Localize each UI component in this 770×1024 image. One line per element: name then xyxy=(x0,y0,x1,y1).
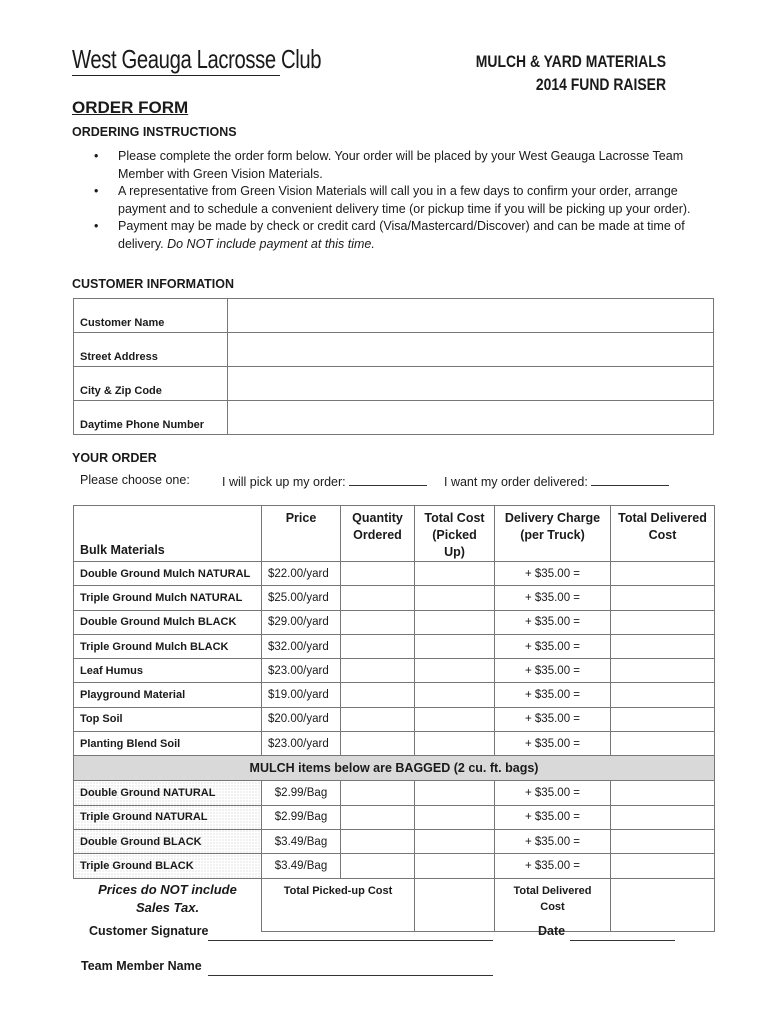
item-price: $29.00/yard xyxy=(262,610,341,634)
quantity-cell[interactable] xyxy=(341,829,415,853)
total-cost-cell[interactable] xyxy=(415,781,495,805)
bagged-section-heading xyxy=(74,756,715,781)
total-pickup-cell[interactable] xyxy=(415,878,495,931)
payment-note: Do NOT include payment at this time. xyxy=(167,236,375,251)
customer-row xyxy=(74,333,714,367)
table-row xyxy=(74,610,715,634)
pickup-label: I will pick up my order: xyxy=(222,475,346,489)
delivery-charge: + $35.00 = xyxy=(495,781,611,805)
item-name: Planting Blend Soil xyxy=(74,732,262,756)
table-row xyxy=(74,562,715,586)
item-name: Triple Ground BLACK xyxy=(74,854,262,878)
delivery-blank[interactable] xyxy=(591,473,669,486)
bullet-icon: • xyxy=(94,149,99,163)
city-zip-label: City & Zip Code xyxy=(74,367,228,401)
quantity-cell[interactable] xyxy=(341,854,415,878)
instructions-heading: ORDERING INSTRUCTIONS xyxy=(72,125,237,139)
choose-one-label: Please choose one: xyxy=(80,473,190,487)
price-header: Price xyxy=(262,506,341,562)
fundraiser-title-line1: MULCH & YARD MATERIALS xyxy=(475,52,666,71)
delivery-charge: + $35.00 = xyxy=(495,805,611,829)
table-row xyxy=(74,781,715,805)
total-delivered-cell[interactable] xyxy=(611,562,715,586)
item-name: Top Soil xyxy=(74,707,262,731)
item-name: Playground Material xyxy=(74,683,262,707)
table-row xyxy=(74,805,715,829)
delivery-charge-header: Delivery Charge (per Truck) xyxy=(495,506,611,562)
item-price: $3.49/Bag xyxy=(262,854,341,878)
total-delivered-label: Total Delivered Cost xyxy=(495,878,611,931)
item-price: $2.99/Bag xyxy=(262,805,341,829)
item-name: Triple Ground Mulch NATURAL xyxy=(74,586,262,610)
total-delivered-cell[interactable] xyxy=(611,805,715,829)
quantity-cell[interactable] xyxy=(341,732,415,756)
quantity-cell[interactable] xyxy=(341,781,415,805)
item-name: Leaf Humus xyxy=(74,659,262,683)
quantity-cell[interactable] xyxy=(341,562,415,586)
club-name: West Geauga Lacrosse Club xyxy=(72,44,322,74)
instruction-item: • Payment may be made by check or credit card (Visa/Mastercard/Discover) and can be made at time of delivery. Do NOT include payment at this time. xyxy=(94,219,685,251)
delivery-charge: + $35.00 = xyxy=(495,586,611,610)
customer-signature-line[interactable] xyxy=(208,940,493,941)
table-row xyxy=(74,683,715,707)
order-table xyxy=(73,505,715,932)
item-price: $3.49/Bag xyxy=(262,829,341,853)
total-delivered-cell[interactable] xyxy=(611,707,715,731)
street-address-label: Street Address xyxy=(74,333,228,367)
total-delivered-cell[interactable] xyxy=(611,659,715,683)
total-cost-cell[interactable] xyxy=(415,707,495,731)
delivery-charge: + $35.00 = xyxy=(495,707,611,731)
order-table-header xyxy=(74,506,715,562)
item-name: Double Ground Mulch NATURAL xyxy=(74,562,262,586)
customer-info-table xyxy=(73,298,714,435)
item-name: Triple Ground Mulch BLACK xyxy=(74,634,262,658)
city-zip-field[interactable] xyxy=(228,367,714,401)
pickup-option xyxy=(222,473,427,489)
total-cost-cell[interactable] xyxy=(415,829,495,853)
bullet-icon: • xyxy=(94,219,99,233)
customer-info-heading: CUSTOMER INFORMATION xyxy=(72,277,235,291)
quantity-cell[interactable] xyxy=(341,707,415,731)
delivery-charge: + $35.00 = xyxy=(495,732,611,756)
phone-label: Daytime Phone Number xyxy=(74,401,228,435)
delivery-charge: + $35.00 = xyxy=(495,610,611,634)
total-delivered-cell[interactable] xyxy=(611,586,715,610)
item-name: Double Ground BLACK xyxy=(74,829,262,853)
total-cost-cell[interactable] xyxy=(415,634,495,658)
item-price: $2.99/Bag xyxy=(262,781,341,805)
total-delivered-cell[interactable] xyxy=(611,732,715,756)
club-name-underline xyxy=(72,75,280,76)
table-row xyxy=(74,586,715,610)
total-delivered-header: Total Delivered Cost xyxy=(611,506,715,562)
customer-row xyxy=(74,401,714,435)
fundraiser-title-line2: 2014 FUND RAISER xyxy=(535,75,666,94)
instruction-item: • Please complete the order form below. Your order will be placed by your West Geauga Lacrosse Team Member with Green Vision Materials. xyxy=(94,149,684,181)
instruction-item: • A representative from Green Vision Materials will call you in a few days to confirm your order, arrange payment and to schedule a convenient delivery time (or pickup time if you will be picking up your order). xyxy=(94,184,691,216)
instructions-list xyxy=(94,148,714,253)
total-delivered-cell[interactable] xyxy=(611,634,715,658)
total-delivered-cell[interactable] xyxy=(611,878,715,931)
total-delivered-cell[interactable] xyxy=(611,683,715,707)
total-cost-cell[interactable] xyxy=(415,562,495,586)
item-price: $23.00/yard xyxy=(262,659,341,683)
quantity-cell[interactable] xyxy=(341,610,415,634)
delivery-charge: + $35.00 = xyxy=(495,829,611,853)
item-price: $22.00/yard xyxy=(262,562,341,586)
total-delivered-cell[interactable] xyxy=(611,781,715,805)
delivery-option xyxy=(444,473,669,489)
table-row xyxy=(74,634,715,658)
delivery-charge: + $35.00 = xyxy=(495,683,611,707)
customer-name-field[interactable] xyxy=(228,299,714,333)
total-cost-cell[interactable] xyxy=(415,732,495,756)
item-name: Triple Ground NATURAL xyxy=(74,805,262,829)
total-delivered-cell[interactable] xyxy=(611,829,715,853)
delivery-label: I want my order delivered: xyxy=(444,475,588,489)
total-delivered-cell[interactable] xyxy=(611,610,715,634)
table-row xyxy=(74,829,715,853)
item-price: $20.00/yard xyxy=(262,707,341,731)
bagged-heading-text: MULCH items below are BAGGED (2 cu. ft. bags) xyxy=(74,756,715,781)
quantity-cell[interactable] xyxy=(341,659,415,683)
total-cost-cell[interactable] xyxy=(415,586,495,610)
total-cost-cell[interactable] xyxy=(415,610,495,634)
form-title: ORDER FORM xyxy=(72,98,189,117)
total-pickup-label: Total Picked-up Cost xyxy=(262,878,415,931)
customer-name-label: Customer Name xyxy=(74,299,228,333)
phone-field[interactable] xyxy=(228,401,714,435)
sales-tax-note: Prices do NOT include Sales Tax. xyxy=(74,878,262,931)
total-cost-cell[interactable] xyxy=(415,683,495,707)
date-label: Date xyxy=(538,924,566,938)
team-member-line[interactable] xyxy=(208,975,493,976)
item-price: $25.00/yard xyxy=(262,586,341,610)
total-cost-cell[interactable] xyxy=(415,854,495,878)
quantity-cell[interactable] xyxy=(341,634,415,658)
item-price: $19.00/yard xyxy=(262,683,341,707)
fundraiser-title xyxy=(476,50,666,96)
total-delivered-cell[interactable] xyxy=(611,854,715,878)
table-row xyxy=(74,732,715,756)
total-cost-cell[interactable] xyxy=(415,659,495,683)
table-row xyxy=(74,659,715,683)
quantity-cell[interactable] xyxy=(341,805,415,829)
total-cost-cell[interactable] xyxy=(415,805,495,829)
item-name: Double Ground NATURAL xyxy=(74,781,262,805)
table-row xyxy=(74,854,715,878)
bulk-materials-header: Bulk Materials xyxy=(74,506,262,562)
quantity-cell[interactable] xyxy=(341,586,415,610)
item-price: $23.00/yard xyxy=(262,732,341,756)
delivery-charge: + $35.00 = xyxy=(495,562,611,586)
customer-row xyxy=(74,367,714,401)
date-line[interactable] xyxy=(570,940,675,941)
delivery-charge: + $35.00 = xyxy=(495,659,611,683)
customer-row xyxy=(74,299,714,333)
street-address-field[interactable] xyxy=(228,333,714,367)
delivery-charge: + $35.00 = xyxy=(495,854,611,878)
delivery-charge: + $35.00 = xyxy=(495,634,611,658)
table-row xyxy=(74,707,715,731)
item-name: Double Ground Mulch BLACK xyxy=(74,610,262,634)
pickup-blank[interactable] xyxy=(349,473,427,486)
team-member-label: Team Member Name xyxy=(81,959,202,973)
quantity-header: Quantity Ordered xyxy=(341,506,415,562)
quantity-cell[interactable] xyxy=(341,683,415,707)
customer-signature-label: Customer Signature xyxy=(89,924,209,938)
total-cost-header: Total Cost (Picked Up) xyxy=(415,506,495,562)
bullet-icon: • xyxy=(94,184,99,198)
your-order-heading: YOUR ORDER xyxy=(72,451,157,465)
item-price: $32.00/yard xyxy=(262,634,341,658)
